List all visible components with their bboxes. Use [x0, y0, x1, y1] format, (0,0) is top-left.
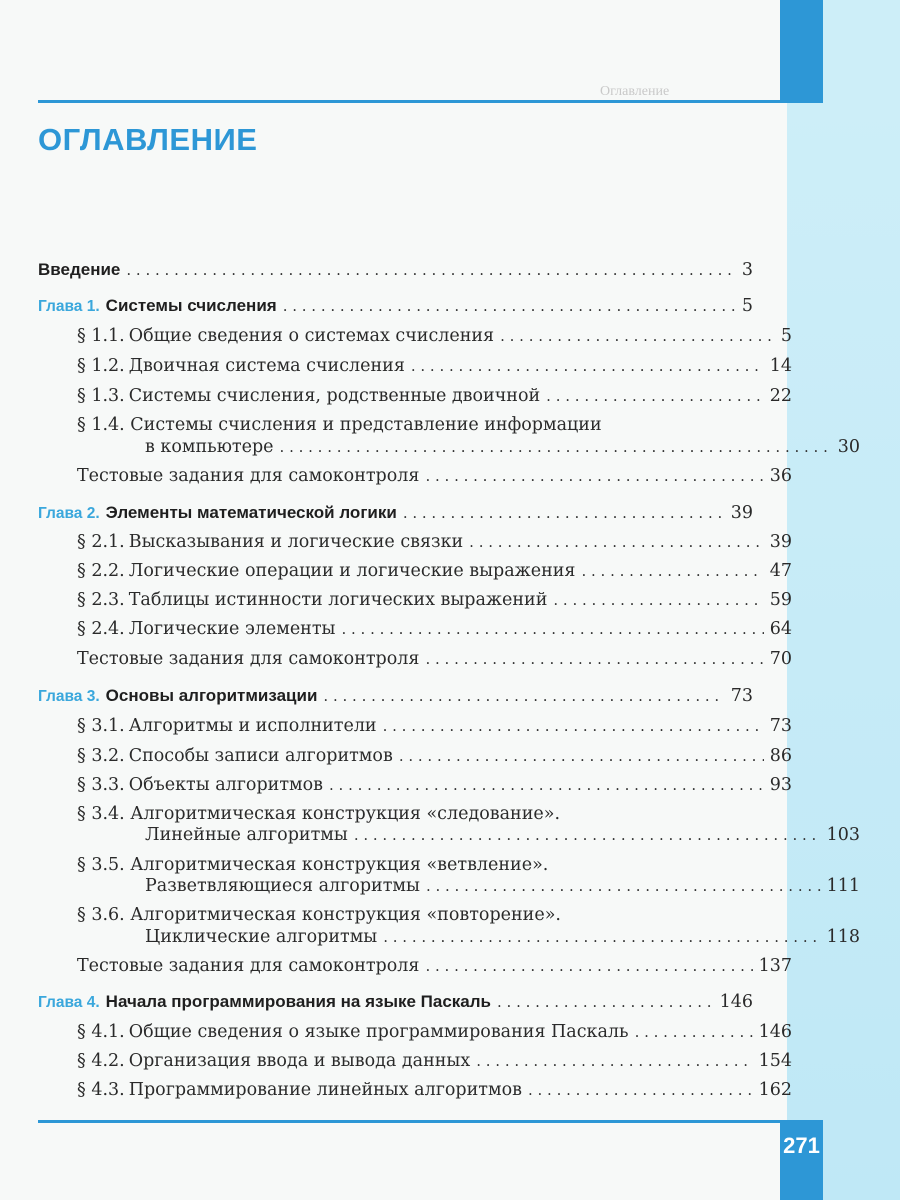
toc-page-number: 64: [769, 619, 792, 639]
toc-page-number: 59: [769, 590, 792, 610]
header-rule: [38, 100, 783, 103]
section-title: Логические элементы: [128, 619, 336, 639]
section-title: Логические операции и логические выражения: [128, 561, 576, 581]
toc-page-number: 111: [826, 876, 860, 896]
header-color-block: [780, 0, 823, 103]
section-number: § 3.2.: [77, 746, 125, 766]
section-number: § 2.3.: [77, 590, 125, 610]
toc-page-number: 103: [826, 825, 860, 845]
section-title: Организация ввода и вывода данных: [128, 1051, 471, 1071]
dot-leader: [126, 259, 735, 281]
toc-page-number: 39: [730, 503, 753, 523]
toc-page-number: 118: [826, 927, 860, 947]
section-number: § 3.6.: [77, 905, 125, 925]
dot-leader: [425, 955, 752, 977]
running-head-ghost: Оглавление: [600, 84, 670, 99]
dot-leader: [283, 295, 736, 317]
toc-section-1-4-line1[interactable]: [77, 414, 602, 436]
toc-section-4-3[interactable]: [38, 1079, 792, 1101]
toc-page-number: 73: [730, 686, 753, 706]
toc-section-3-4-line1[interactable]: [77, 803, 560, 825]
section-title: Системы счисления и представление информации: [130, 415, 602, 435]
toc-section-3-1[interactable]: [38, 715, 792, 737]
toc-page-number: 162: [758, 1080, 792, 1100]
dot-leader: [341, 618, 763, 640]
toc-page-number: 30: [837, 437, 860, 457]
chapter-label: Глава 4.: [38, 994, 100, 1011]
chapter-label: Глава 3.: [38, 688, 100, 705]
section-title: Таблицы истинности логических выражений: [128, 590, 548, 610]
dot-leader: [476, 1050, 752, 1072]
section-number: § 2.1.: [77, 532, 125, 552]
toc-chapter-3[interactable]: [38, 685, 753, 708]
toc-section-4-2[interactable]: [38, 1050, 792, 1072]
toc-page-number: 14: [769, 356, 792, 376]
toc-page-number: 47: [769, 561, 792, 581]
toc-test-chapter-2[interactable]: [38, 648, 792, 670]
section-number: § 1.2.: [77, 356, 125, 376]
section-title: Алгоритмическая конструкция «следование».: [130, 804, 561, 824]
test-title: Тестовые задания для самоконтроля: [77, 956, 420, 976]
dot-leader: [329, 774, 764, 796]
chapter-title: Начала программирования на языке Паскаль: [105, 992, 492, 1011]
toc-page-number: 73: [769, 716, 792, 736]
section-title: Алгоритмы и исполнители: [128, 716, 377, 736]
chapter-title: Элементы математической логики: [105, 503, 397, 522]
section-number: § 3.4.: [77, 804, 125, 824]
toc-section-3-5-line1[interactable]: [77, 854, 548, 876]
section-number: § 4.3.: [77, 1080, 125, 1100]
dot-leader: [546, 385, 764, 407]
toc-section-2-1[interactable]: [38, 531, 792, 553]
section-number: § 3.5.: [77, 855, 125, 875]
section-number: § 3.1.: [77, 716, 125, 736]
section-title: Алгоритмическая конструкция «ветвление».: [130, 855, 549, 875]
footer-rule: [38, 1120, 788, 1123]
toc-section-3-4-line2[interactable]: [38, 824, 860, 846]
section-title: Алгоритмическая конструкция «повторение».: [130, 905, 561, 925]
section-title: Общие сведения о системах счисления: [128, 326, 495, 346]
section-title-continued: в компьютере: [145, 437, 274, 457]
section-number: § 4.1.: [77, 1022, 125, 1042]
toc-entry-title: Введение: [38, 260, 121, 279]
dot-leader: [425, 465, 763, 487]
dot-leader: [403, 502, 725, 524]
toc-page-number: 154: [758, 1051, 792, 1071]
section-number: § 2.2.: [77, 561, 125, 581]
toc-chapter-2[interactable]: [38, 502, 753, 525]
section-number: § 3.3.: [77, 775, 125, 795]
toc-section-2-3[interactable]: [38, 589, 792, 611]
dot-leader: [426, 875, 821, 897]
section-title: Общие сведения о языке программирования Паскаль: [128, 1022, 629, 1042]
toc-page-number: 3: [741, 260, 753, 280]
page-number-block: [780, 1120, 823, 1200]
chapter-label: Глава 2.: [38, 505, 100, 522]
toc-section-3-3[interactable]: [38, 774, 792, 796]
page-number: 271: [783, 1133, 820, 1158]
toc-section-2-2[interactable]: [38, 560, 792, 582]
test-title: Тестовые задания для самоконтроля: [77, 466, 420, 486]
toc-page-number: 5: [780, 326, 792, 346]
toc-chapter-4[interactable]: [38, 991, 753, 1014]
side-strip: [787, 101, 900, 1200]
toc-section-3-6-line1[interactable]: [77, 904, 561, 926]
toc-section-3-6-line2[interactable]: [38, 926, 860, 948]
dot-leader: [581, 560, 763, 582]
dot-leader: [383, 715, 764, 737]
section-title: Двоичная система счисления: [128, 356, 405, 376]
section-title-continued: Циклические алгоритмы: [145, 927, 378, 947]
section-number: § 1.3.: [77, 386, 125, 406]
toc-entry-intro[interactable]: [38, 259, 753, 281]
toc-section-1-2[interactable]: [38, 355, 792, 377]
toc-page-number: 22: [769, 386, 792, 406]
dot-leader: [553, 589, 763, 611]
page-title: ОГЛАВЛЕНИЕ: [38, 122, 258, 157]
toc-section-1-4-line2[interactable]: [38, 436, 860, 458]
dot-leader: [383, 926, 820, 948]
dot-leader: [469, 531, 764, 553]
toc-page-number: 39: [769, 532, 792, 552]
toc-section-1-1[interactable]: [38, 325, 792, 347]
chapter-title: Основы алгоритмизации: [105, 686, 318, 705]
toc-test-chapter-3[interactable]: [38, 955, 792, 977]
toc-page-number: 93: [769, 775, 792, 795]
dot-leader: [635, 1021, 753, 1043]
dot-leader: [528, 1079, 753, 1101]
section-title: Программирование линейных алгоритмов: [128, 1080, 522, 1100]
toc-page-number: 146: [758, 1022, 792, 1042]
section-title: Системы счисления, родственные двоичной: [128, 386, 541, 406]
toc-section-1-3[interactable]: [38, 385, 792, 407]
toc-section-2-4[interactable]: [38, 618, 792, 640]
chapter-label: Глава 1.: [38, 298, 100, 315]
dot-leader: [280, 436, 832, 458]
section-title: Высказывания и логические связки: [128, 532, 464, 552]
dot-leader: [411, 355, 764, 377]
dot-leader: [497, 991, 714, 1013]
toc-section-3-2[interactable]: [38, 745, 792, 767]
dot-leader: [323, 685, 724, 707]
toc-page-number: 70: [769, 649, 792, 669]
toc-page-number: 5: [741, 296, 753, 316]
dot-leader: [500, 325, 775, 347]
section-title-continued: Разветвляющиеся алгоритмы: [145, 876, 420, 896]
section-title: Способы записи алгоритмов: [128, 746, 393, 766]
toc-chapter-1[interactable]: [38, 295, 753, 318]
dot-leader: [425, 648, 763, 670]
toc-test-chapter-1[interactable]: [38, 465, 792, 487]
toc-page-number: 146: [719, 992, 753, 1012]
side-strip-top: [823, 0, 900, 101]
section-number: § 1.1.: [77, 326, 125, 346]
chapter-title: Системы счисления: [105, 296, 277, 315]
section-title: Объекты алгоритмов: [128, 775, 324, 795]
toc-page-number: 137: [758, 956, 792, 976]
dot-leader: [399, 745, 764, 767]
toc-section-4-1[interactable]: [38, 1021, 792, 1043]
section-number: § 1.4.: [77, 415, 125, 435]
section-number: § 4.2.: [77, 1051, 125, 1071]
section-title-continued: Линейные алгоритмы: [145, 825, 348, 845]
toc-section-3-5-line2[interactable]: [38, 875, 860, 897]
toc-page-number: 86: [769, 746, 792, 766]
test-title: Тестовые задания для самоконтроля: [77, 649, 420, 669]
dot-leader: [354, 824, 821, 846]
toc-page-number: 36: [769, 466, 792, 486]
section-number: § 2.4.: [77, 619, 125, 639]
